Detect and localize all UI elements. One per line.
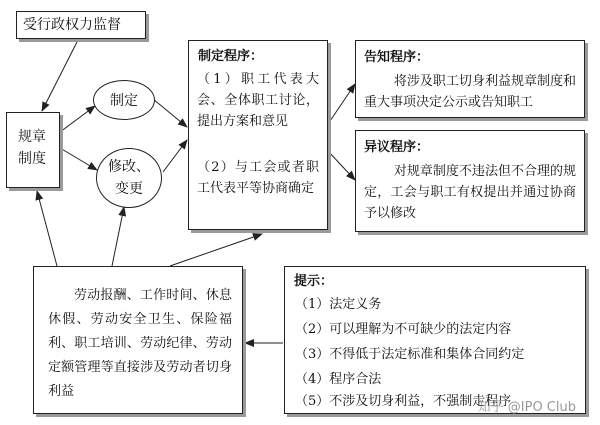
arrow-formulation-to-objection	[328, 151, 355, 180]
formulation-step1: （1）职工代表大会、全体职工讨论，提出方案和意见	[197, 72, 319, 129]
objection-title: 异议程序：	[364, 140, 430, 155]
arrow-labor-to-formulation	[170, 234, 262, 266]
arrow-revise-to-formulation	[163, 140, 187, 172]
arrow-make-to-formulation	[153, 99, 187, 127]
hint-item: （3）不得低于法定标准和集体合同约定	[295, 347, 525, 362]
hints-title: 提示：	[294, 274, 334, 289]
arrow-formulation-to-notify	[328, 84, 355, 124]
hint-item: （4）程序合法	[295, 372, 382, 387]
watermark: 知乎 @IPO Club	[477, 400, 576, 415]
hint-item: （1）法定义务	[295, 297, 382, 312]
rules-label: 规章 制度	[18, 129, 46, 167]
formulation-step2: （2）与工会或者职工代表平等协商确定	[197, 160, 319, 196]
rules-box	[6, 112, 60, 188]
objection-text: 对规章制度不违法但不合理的规定，工会与职工有权提出并通过协商予以修改	[364, 164, 576, 221]
objection-box	[355, 130, 585, 232]
hint-item: （5）不涉及切身利益，不强制走程序	[295, 394, 512, 409]
labor-items-box	[33, 266, 243, 414]
notify-text: 将涉及职工切身利益规章制度和重大事项决定公示或告知职工	[364, 74, 576, 110]
notify-box	[355, 40, 585, 118]
revise-ellipse	[96, 148, 162, 208]
formulation-title: 制定程序：	[198, 49, 264, 64]
hints-box	[284, 266, 586, 414]
arrow-supervision-to-rules	[42, 40, 78, 111]
formulation-box	[188, 40, 328, 230]
make-ellipse	[93, 80, 155, 120]
arrow-labor-to-revise	[112, 207, 124, 266]
hint-item: （2）可以理解为不可缺少的法定内容	[295, 322, 512, 337]
make-label: 制定	[110, 93, 138, 109]
arrow-rules-to-revise	[60, 148, 97, 170]
arrow-rules-to-make	[60, 106, 95, 132]
arrow-labor-to-rules	[37, 191, 57, 266]
labor-items-text: 劳动报酬、工作时间、休息休假、劳动安全卫生、保险福利、职工培训、劳动纪律、劳动定额管理等直接涉及劳动者切身利益	[48, 288, 232, 399]
revise-label: 修改、 变更	[108, 159, 150, 197]
notify-title: 告知程序：	[364, 50, 430, 65]
supervision-box	[16, 11, 146, 39]
supervision-text: 受行政权力监督	[23, 17, 121, 33]
